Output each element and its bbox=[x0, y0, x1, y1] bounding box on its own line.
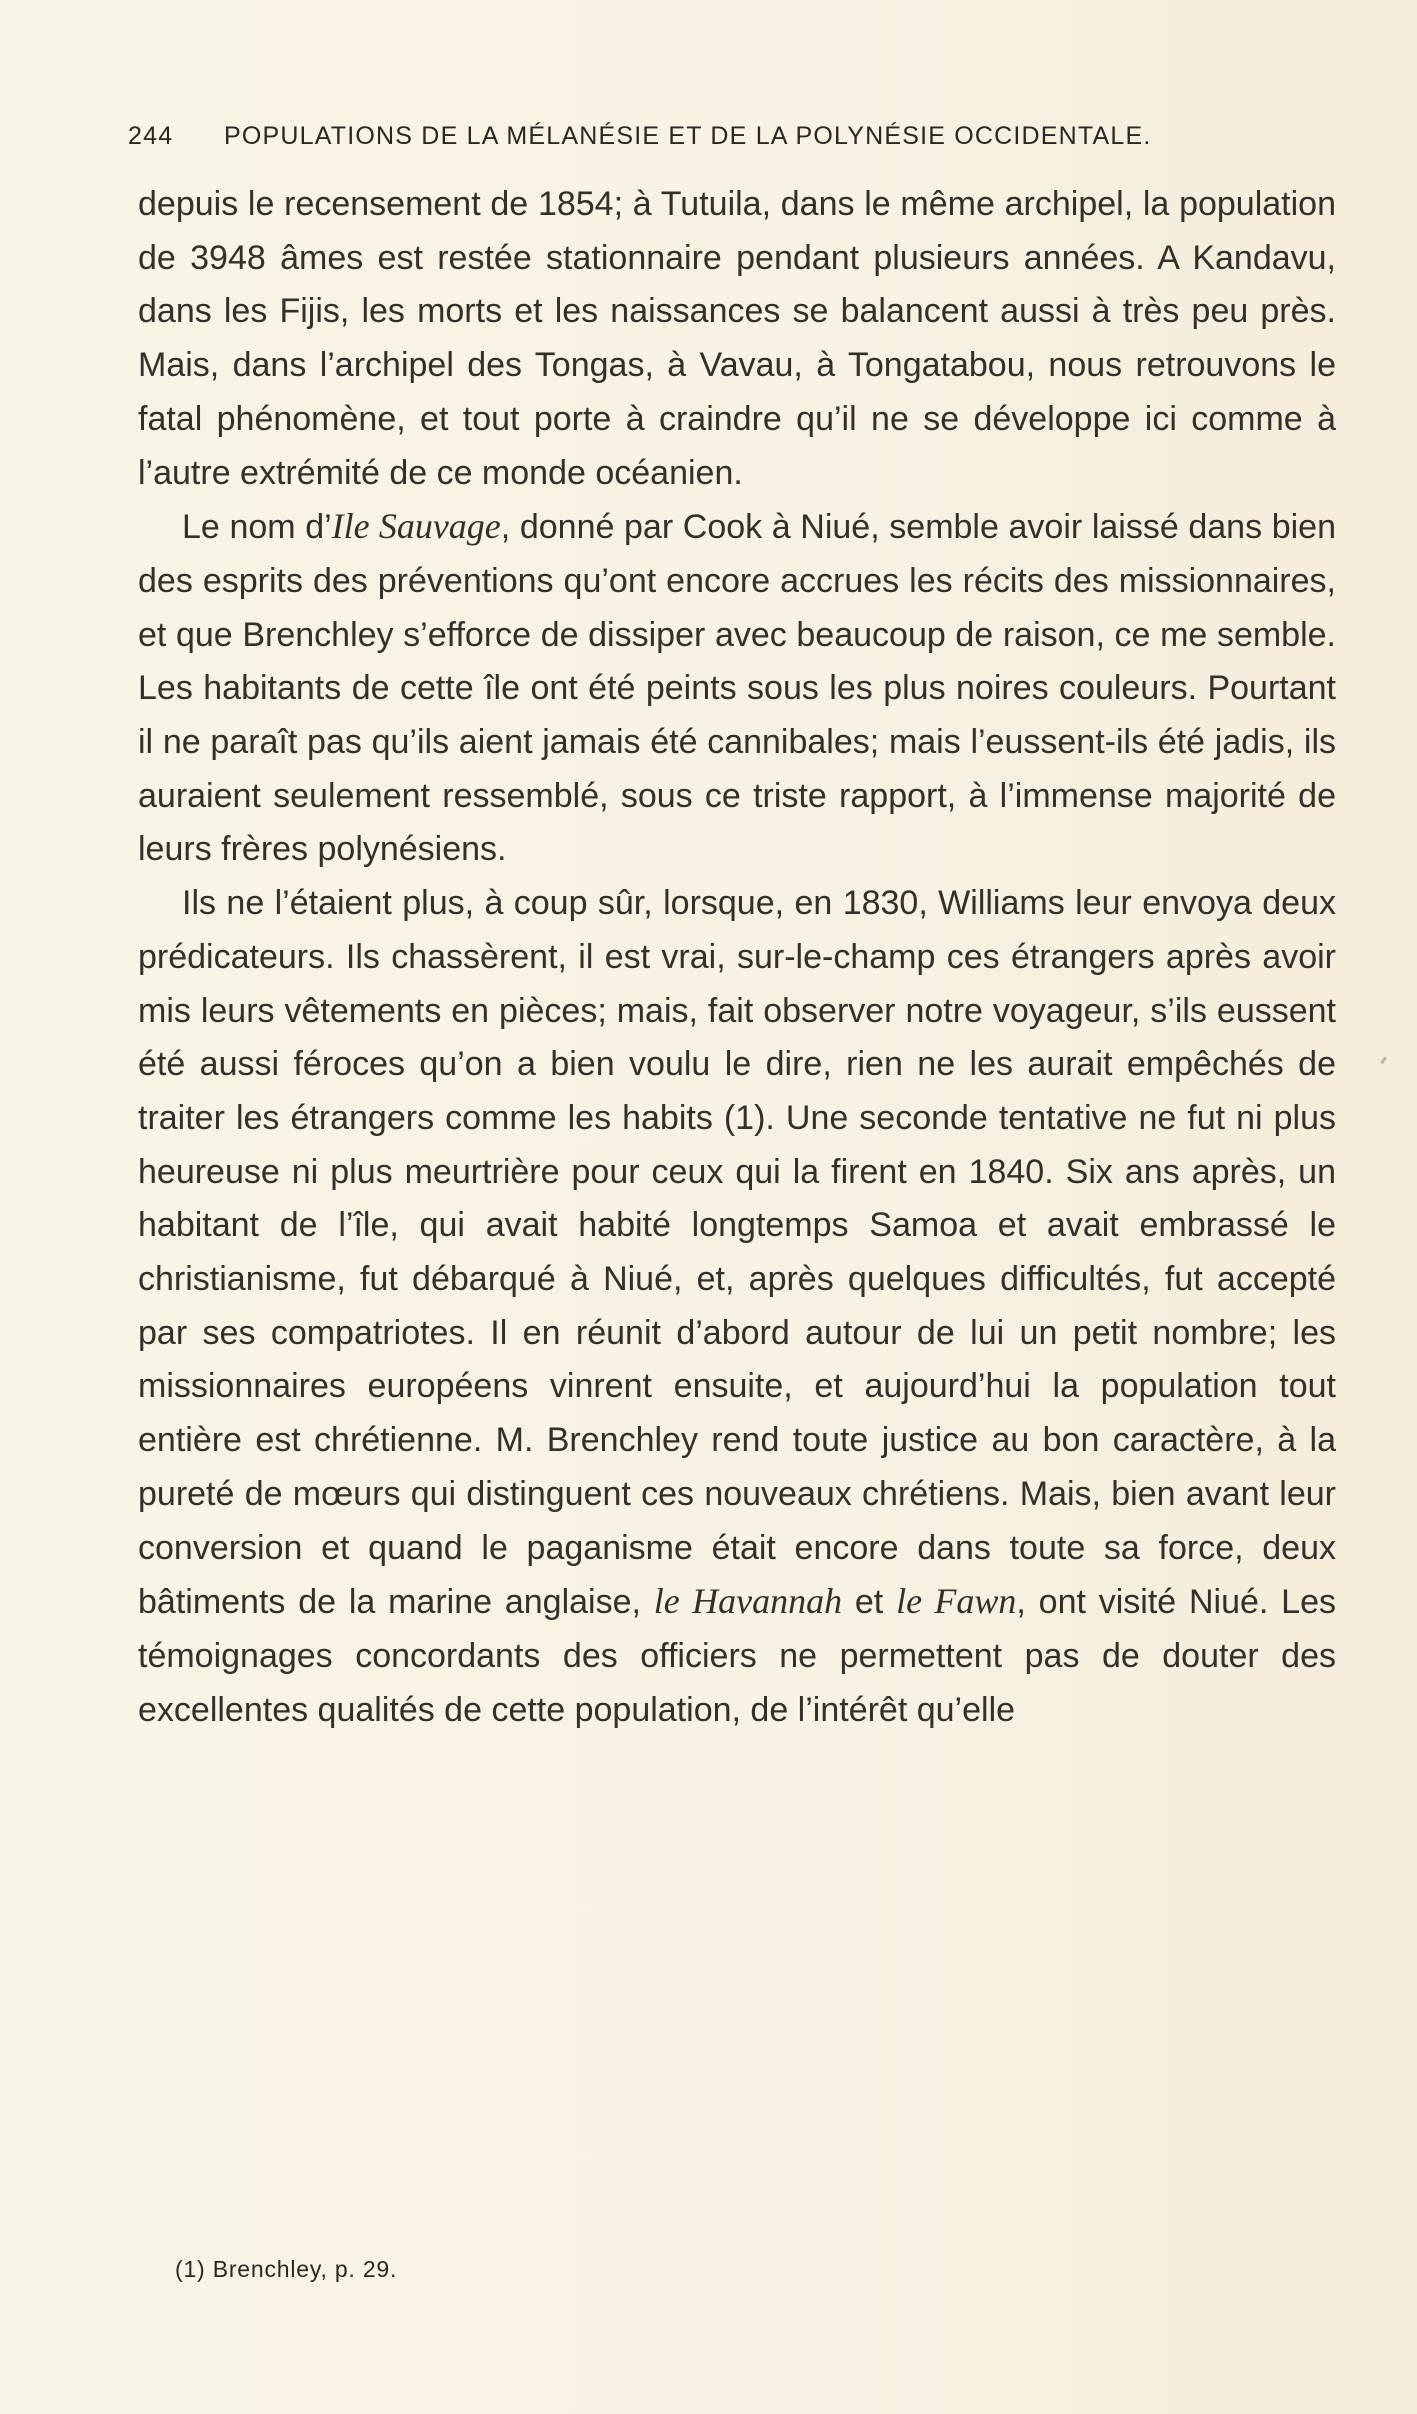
paragraph-1: depuis le recensement de 1854; à Tutuila, dans le même archipel, la population de 3948 âmes est restée stationnaire pendant plusieurs années. A Kandavu, dans les Fijis, les morts et les naissances se balancent aussi à très peu près. Mais, dans l’archipel des Tongas, à Vavau, à Tongatabou, nous retrouvons le fatal phénomène, et tout porte à craindre qu’il ne se développe ici comme à l’autre extrémité de ce monde océanien. bbox=[138, 185, 1336, 492]
paragraph-2 bbox=[138, 500, 1336, 877]
paragraph-3-italic-ship-2: le Fawn bbox=[896, 1581, 1017, 1622]
running-header bbox=[128, 122, 1344, 166]
page-number: 244 bbox=[128, 122, 174, 150]
paragraph-3-text-b: et bbox=[842, 1583, 897, 1622]
paragraph-3 bbox=[138, 877, 1336, 1737]
paragraph-2-text-b: , donné par Cook à Niué, semble avoir laissé dans bien des esprits des préventions qu’ont encore accrues les récits des missionnaires, et que Brenchley s’efforce de dissiper avec beaucoup de raison, ce me semble. Les habitants de cette île ont été peints sous les plus noires couleurs. Pourtant il ne paraît pas qu’ils aient jamais été cannibales; mais l’eussent-ils été jadis, ils auraient seulement ressemblé, sous ce triste rapport, à l’immense majorité de leurs frères polynésiens. bbox=[138, 508, 1336, 869]
paragraph-3-italic-ship-1: le Havannah bbox=[653, 1581, 843, 1622]
paper-speck bbox=[1380, 1057, 1386, 1064]
paragraph-3-text-a: Ils ne l’étaient plus, à coup sûr, lorsque, en 1830, Williams leur envoya deux prédicateurs. Ils chassèrent, il est vrai, sur-le-champ ces étrangers après avoir mis leurs vêtements en pièces; mais, fait observer notre voyageur, s’ils eussent été aussi féroces qu’on a bien voulu le dire, rien ne les aurait empêchés de traiter les étrangers comme les habits (1). Une seconde tentative ne fut ni plus heureuse ni plus meurtrière pour ceux qui la firent en 1840. Six ans après, un habitant de l’île, qui avait habité longtemps Samoa et avait embrassé le christianisme, fut débarqué à Niué, et, après quelques difficultés, fut accepté par ses compatriotes. Il en réunit d’abord autour de lui un petit nombre; les missionnaires européens vinrent ensuite, et aujourd’hui la population tout entière est chrétienne. M. Brenchley rend toute justice au bon caractère, à la pureté de mœurs qui distinguent ces nouveaux chrétiens. Mais, bien avant leur conversion et quand le paganisme était encore dans toute sa force, deux bâtiments de la marine anglaise, bbox=[138, 884, 1336, 1622]
paragraph-2-italic: Ile Sauvage bbox=[331, 506, 501, 547]
paragraph-2-text-a: Le nom d’ bbox=[182, 508, 332, 547]
footnote: (1) Brenchley, p. 29. bbox=[175, 2256, 398, 2282]
paragraph-3-text-c: , ont visité Niué. Les témoignages concordants des officiers ne permettent pas de douter des excellentes qualités de cette population, de l’intérêt qu’elle bbox=[138, 1583, 1336, 1729]
body-text bbox=[138, 178, 1336, 1737]
running-title: POPULATIONS DE LA MÉLANÉSIE ET DE LA POLYNÉSIE OCCIDENTALE. bbox=[224, 122, 1152, 150]
